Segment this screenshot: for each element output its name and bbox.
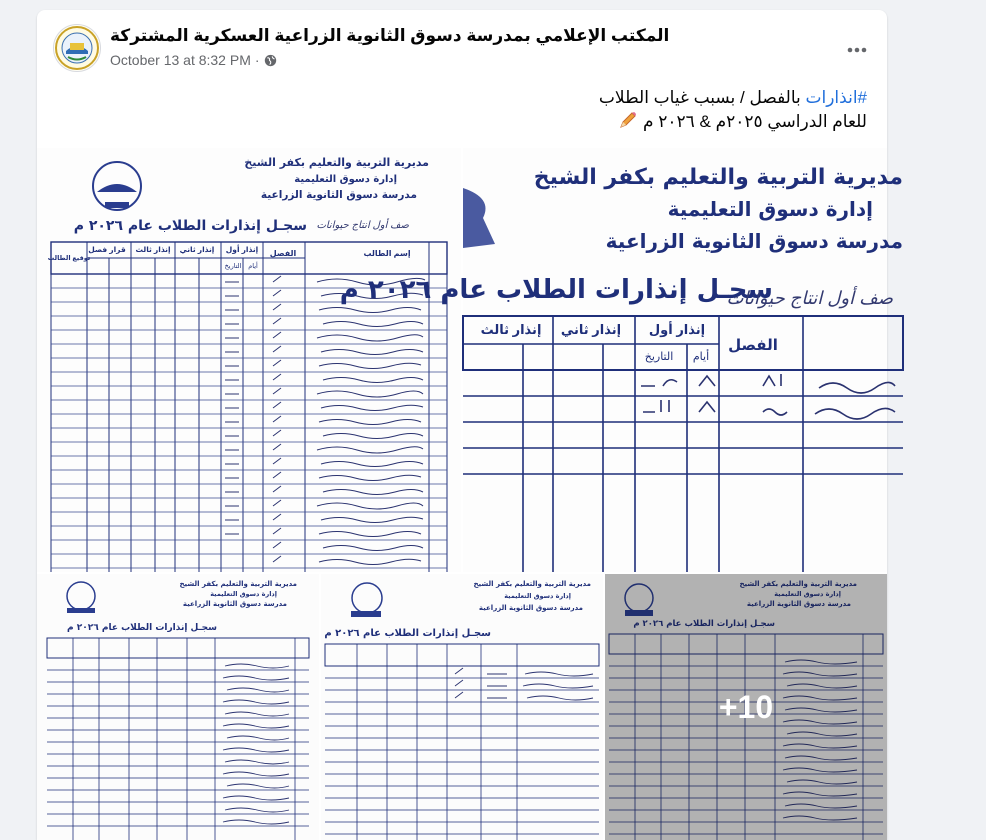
doc-directorate: مديرية التربية والتعليم بكفر الشيخ — [244, 156, 429, 169]
more-horizontal-icon — [847, 47, 867, 53]
photo5-doc-register-title: سجـل إنذارات الطلاب عام ٢٠٢٦ م — [633, 619, 775, 629]
zoom-doc-school: مدرسة دسوق الثانوية الزراعية — [605, 229, 903, 253]
col-signature: توقيع الطالب — [47, 255, 91, 262]
col-date: التاريخ — [224, 263, 242, 270]
more-photos-count: +10 — [718, 688, 774, 725]
col-student: إسم الطالب — [363, 249, 411, 258]
caption-line-1-text: بالفصل / بسبب غياب الطلاب — [598, 88, 806, 107]
caption-line-1 — [599, 86, 867, 110]
globe-icon[interactable] — [264, 54, 277, 67]
photo4-doc-administration: إدارة دسوق التعليمية — [504, 592, 571, 600]
photo5-doc-administration: إدارة دسوق التعليمية — [774, 590, 841, 598]
doc-handwritten-class: صف أول انتاج حيوانات — [316, 220, 409, 231]
pencil-icon — [618, 110, 638, 130]
photo-4[interactable] — [321, 574, 603, 840]
photo4-doc-register-title: سجـل إنذارات الطلاب عام ٢٠٢٦ م — [324, 628, 491, 639]
post-options-button[interactable] — [839, 32, 875, 68]
photo-3[interactable] — [37, 574, 319, 840]
zoom-doc-directorate: مديرية التربية والتعليم بكفر الشيخ — [533, 165, 903, 190]
photo4-doc-school: مدرسة دسوق الثانوية الزراعية — [478, 604, 583, 612]
zoom-col-date: التاريخ — [644, 351, 674, 363]
col-days: أيام — [248, 263, 258, 270]
col-warning3: إنذار ثالث — [135, 245, 171, 254]
photo5-doc-directorate: مديرية التربية والتعليم بكفر الشيخ — [739, 580, 857, 588]
post-caption — [599, 86, 867, 134]
facebook-post — [37, 10, 903, 840]
photo-grid — [37, 148, 903, 840]
photo4-doc-directorate: مديرية التربية والتعليم بكفر الشيخ — [473, 580, 591, 588]
col-warning1: إنذار أول — [225, 245, 259, 254]
photo3-doc-administration: إدارة دسوق التعليمية — [210, 590, 277, 598]
hashtag-link[interactable]: #انذارات — [805, 88, 867, 107]
post-meta — [110, 52, 277, 68]
page-avatar[interactable] — [53, 24, 101, 72]
zoom-col-warning1: إنذار أول — [648, 322, 706, 337]
doc-administration: إدارة دسوق التعليمية — [294, 174, 397, 185]
caption-line-2 — [599, 110, 867, 134]
doc-school: مدرسة دسوق الثانوية الزراعية — [260, 189, 417, 201]
zoom-doc-register-title: سجـل إنذارات الطلاب عام ٢٠٢٦ م — [339, 275, 773, 305]
zoom-doc-administration: إدارة دسوق التعليمية — [667, 197, 873, 221]
zoom-handwritten-class: صف أول انتاج حيوانات — [726, 288, 893, 308]
zoom-col-class: الفصل — [728, 337, 778, 354]
more-photos-overlay[interactable] — [605, 574, 887, 840]
col-class: الفصل — [269, 249, 297, 258]
zoom-col-days: أيام — [692, 351, 710, 363]
post-timestamp[interactable]: October 13 at 8:32 PM — [110, 52, 251, 68]
zoom-col-warning3: إنذار ثالث — [480, 322, 542, 337]
col-warning2: إنذار ثاني — [179, 245, 215, 254]
caption-line-2-text: للعام الدراسي ٢٠٢٥م & ٢٠٢٦ م — [643, 112, 867, 131]
photo-1[interactable] — [37, 148, 461, 572]
page-name[interactable]: المكتب الإعلامي بمدرسة دسوق الثانوية الزراعية العسكرية المشتركة — [110, 26, 670, 45]
zoom-col-warning2: إنذار ثاني — [560, 322, 622, 337]
doc-register-title: سجـل إنذارات الطلاب عام ٢٠٢٦ م — [73, 218, 307, 234]
meta-separator: · — [254, 52, 260, 68]
photo5-doc-school: مدرسة دسوق الثانوية الزراعية — [746, 600, 851, 608]
photo-5[interactable] — [605, 574, 887, 840]
photo3-doc-directorate: مديرية التربية والتعليم بكفر الشيخ — [179, 580, 297, 588]
school-logo-icon — [54, 25, 100, 71]
photo3-doc-school: مدرسة دسوق الثانوية الزراعية — [182, 600, 287, 608]
col-dismissal: قرار فصل — [88, 245, 126, 254]
photo3-doc-register-title: سجـل إنذارات الطلاب عام ٢٠٢٦ م — [67, 623, 217, 633]
